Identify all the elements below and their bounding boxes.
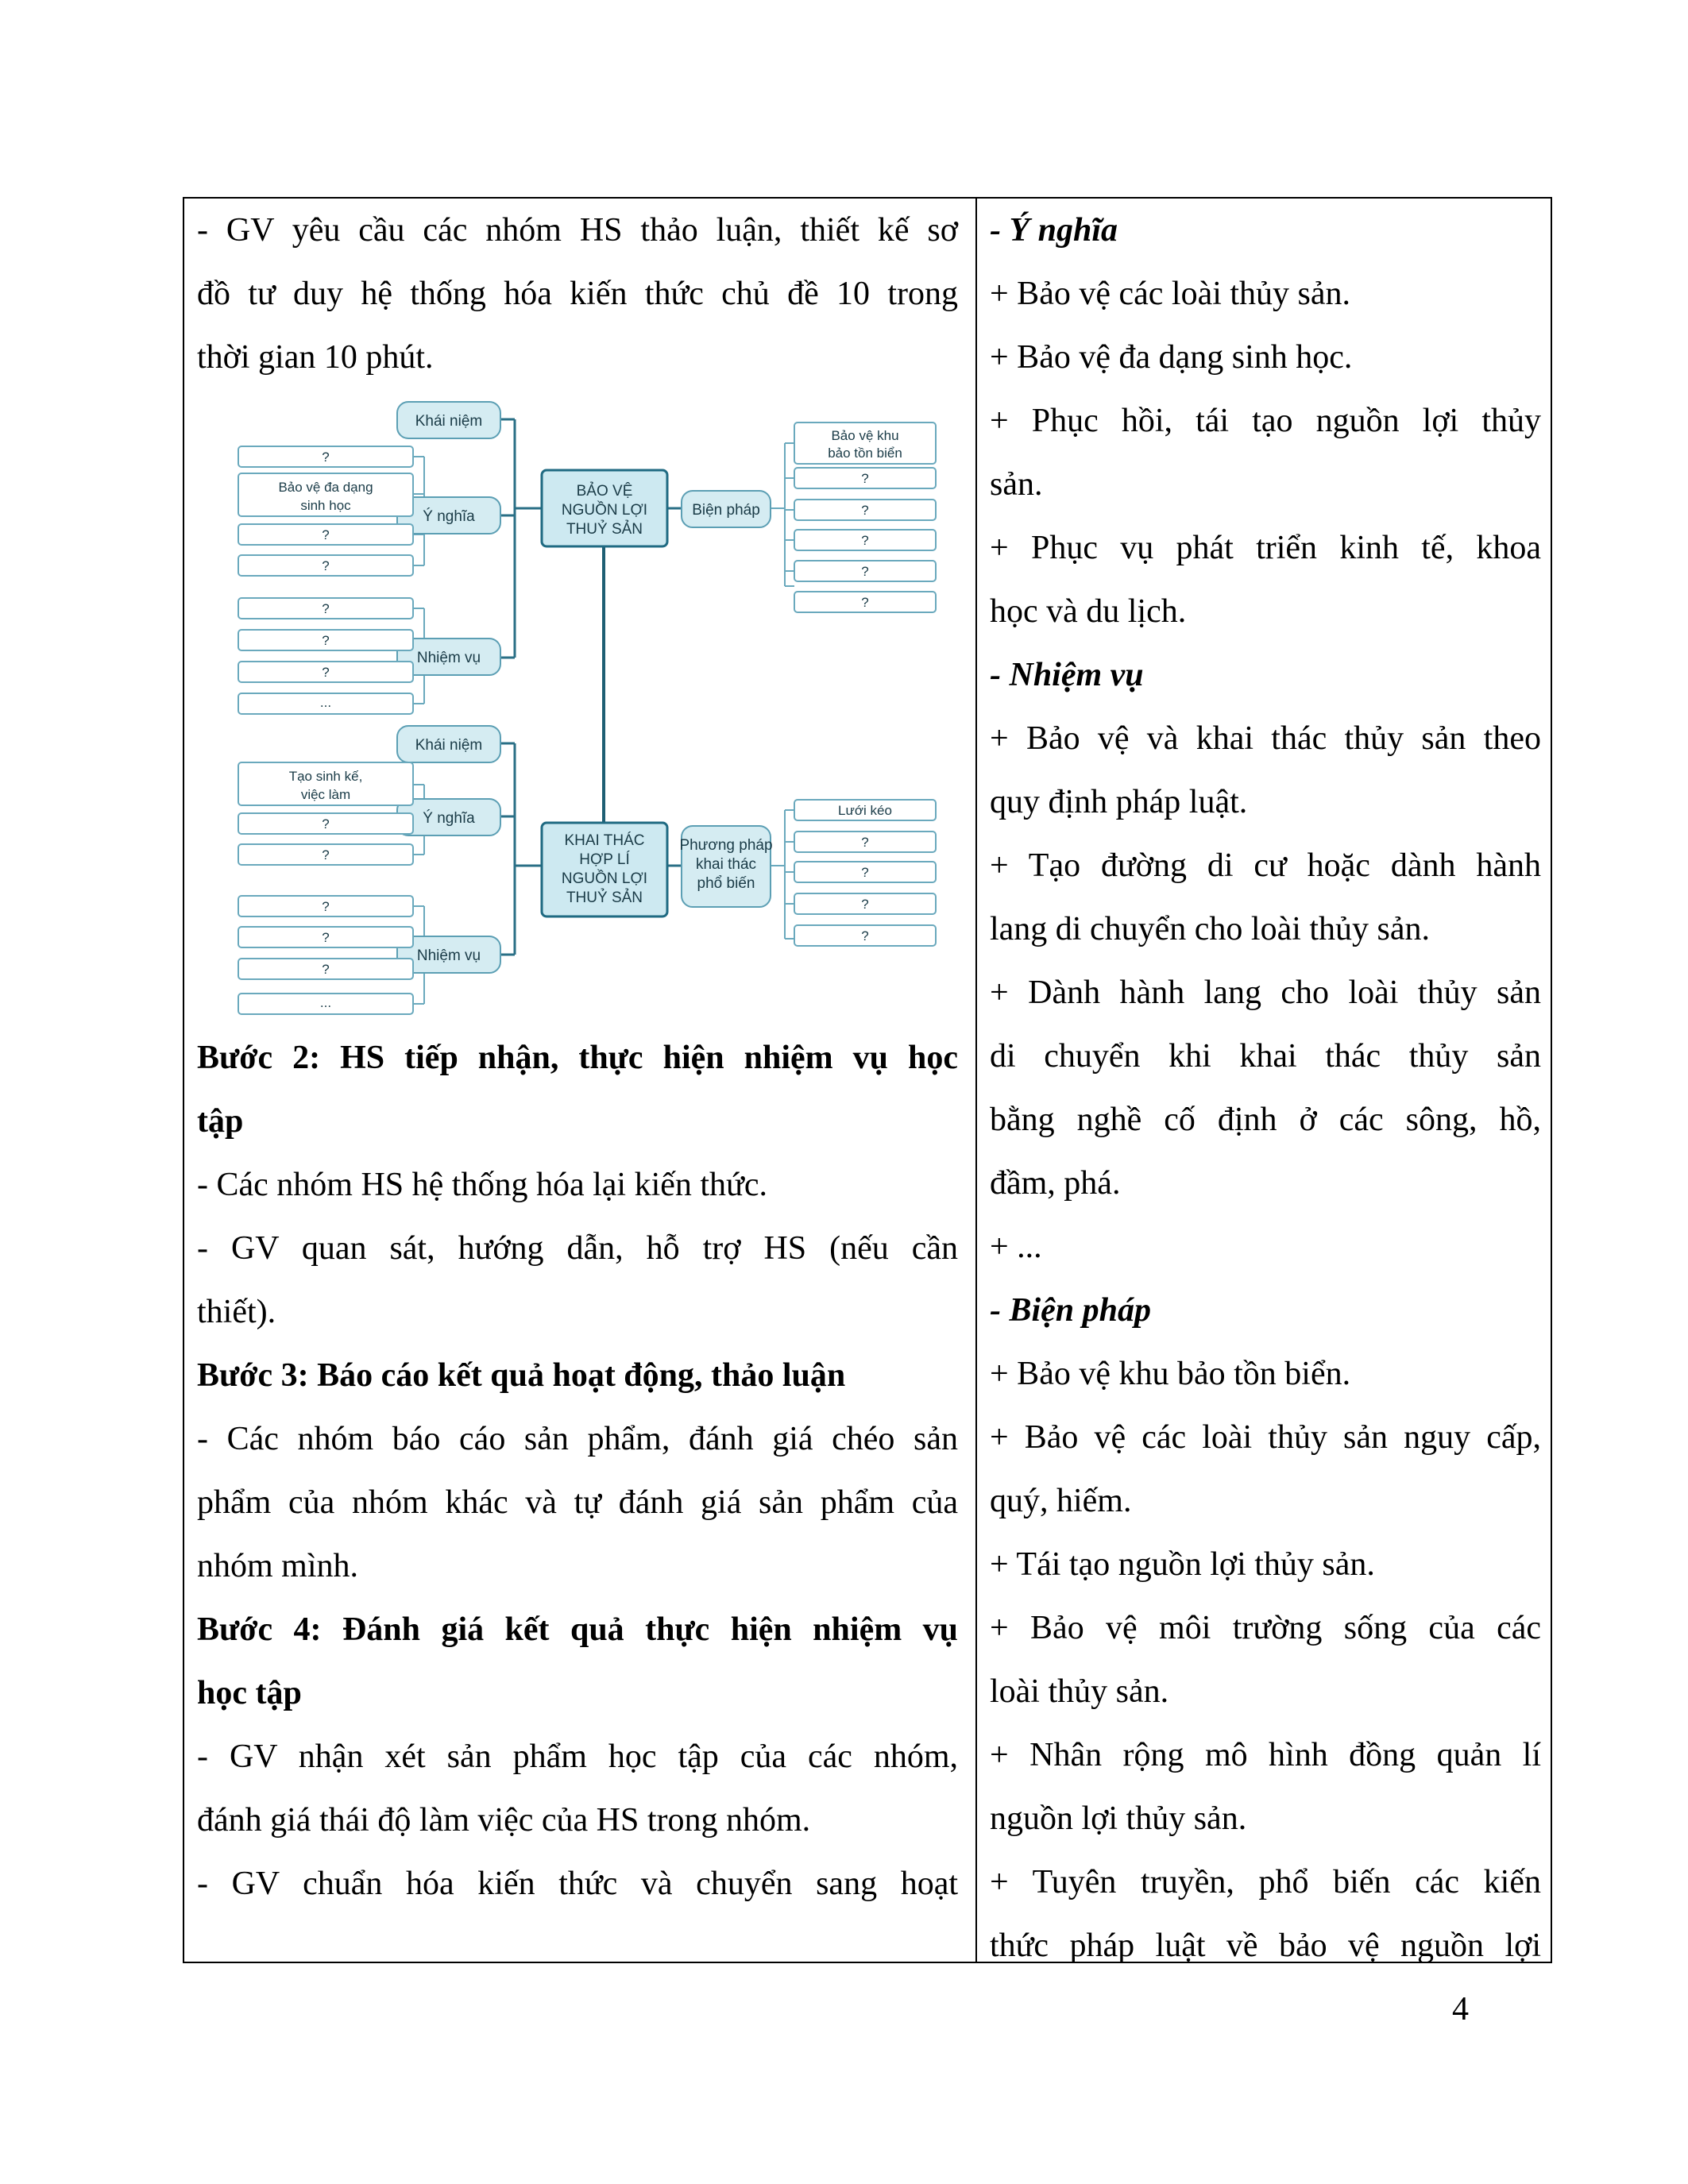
node-label: NGUỒN LỢI bbox=[561, 870, 648, 887]
leaf-label: ... bbox=[319, 695, 332, 710]
branch-label: phổ biến bbox=[697, 875, 755, 892]
text-line: quy định pháp luật. bbox=[990, 784, 1248, 820]
node-label: THUỶ SẢN bbox=[566, 889, 643, 906]
text-line: + Bảo vệ và khai thác thủy sản theo bbox=[990, 720, 1541, 757]
branch-label: Ý nghĩa bbox=[423, 810, 475, 827]
text-line: - GV yêu cầu các nhóm HS thảo luận, thiết kế sơ bbox=[197, 212, 958, 249]
step-4-heading: học tập bbox=[197, 1675, 302, 1711]
leaf-label: ? bbox=[322, 899, 330, 914]
text-line: + Nhân rộng mô hình đồng quản lí bbox=[990, 1737, 1541, 1773]
text-line: + Bảo vệ các loài thủy sản. bbox=[990, 276, 1351, 312]
section-heading: - Nhiệm vụ bbox=[990, 657, 1144, 693]
mind-map-diagram bbox=[197, 396, 958, 1032]
leaf-label: ? bbox=[861, 835, 869, 850]
leaf-label: ? bbox=[322, 816, 330, 832]
text-line: phẩm của nhóm khác và tự đánh giá sản phẩm của bbox=[197, 1484, 958, 1521]
leaf-label: ? bbox=[322, 527, 330, 542]
leaf-label: ? bbox=[861, 595, 869, 610]
text-line: - GV nhận xét sản phẩm học tập của các nhóm, bbox=[197, 1738, 958, 1775]
step-2-heading: Bước 2: HS tiếp nhận, thực hiện nhiệm vụ học bbox=[197, 1040, 958, 1076]
text-line: + Tái tạo nguồn lợi thủy sản. bbox=[990, 1546, 1375, 1583]
branch-label: Biện pháp bbox=[692, 502, 760, 519]
text-line: học và du lịch. bbox=[990, 593, 1187, 630]
text-line: sản. bbox=[990, 466, 1043, 503]
step-3-heading: Bước 3: Báo cáo kết quả hoạt động, thảo luận bbox=[197, 1357, 846, 1394]
leaf-label: ? bbox=[861, 471, 869, 486]
branch-label: Khái niệm bbox=[415, 737, 483, 754]
step-2-heading: tập bbox=[197, 1103, 244, 1140]
text-line: lang di chuyển cho loài thủy sản. bbox=[990, 911, 1431, 947]
branch-label: khai thác bbox=[695, 856, 757, 873]
step-4-heading: Bước 4: Đánh giá kết quả thực hiện nhiệm vụ bbox=[197, 1611, 958, 1648]
leaf-label: ? bbox=[322, 633, 330, 648]
central-node-protect bbox=[542, 470, 667, 546]
leaf-label: bảo tồn biển bbox=[828, 446, 902, 461]
node-label: KHAI THÁC bbox=[564, 832, 645, 849]
leaf-label: ? bbox=[322, 847, 330, 862]
section-heading: - Biện pháp bbox=[990, 1292, 1152, 1329]
node-label: HỢP LÍ bbox=[579, 851, 630, 868]
text-line: + Tạo đường di cư hoặc dành hành bbox=[990, 847, 1541, 884]
leaf-label: ? bbox=[322, 601, 330, 616]
text-line: + Phục vụ phát triển kinh tế, khoa bbox=[990, 530, 1541, 566]
text-line: + Phục hồi, tái tạo nguồn lợi thủy bbox=[990, 403, 1541, 439]
text-line: - GV chuẩn hóa kiến thức và chuyển sang hoạt bbox=[197, 1866, 958, 1902]
text-line: đầm, phá. bbox=[990, 1165, 1121, 1202]
text-line: + Dành hành lang cho loài thủy sản bbox=[990, 974, 1541, 1011]
leaf-label: Bảo vệ khu bbox=[831, 428, 899, 443]
leaf-label: Lưới kéo bbox=[838, 803, 892, 818]
leaf-label: Tạo sinh kế, bbox=[288, 769, 363, 784]
column-divider bbox=[975, 199, 977, 1962]
text-line: + Bảo vệ môi trường sống của các bbox=[990, 1610, 1541, 1646]
branch-label: Phương pháp bbox=[679, 837, 773, 854]
text-line: quý, hiếm. bbox=[990, 1483, 1132, 1519]
text-line: nguồn lợi thủy sản. bbox=[990, 1800, 1247, 1837]
text-line: thức pháp luật về bảo vệ nguồn lợi bbox=[990, 1927, 1541, 1964]
leaf-label: ? bbox=[322, 558, 330, 573]
leaf-label: ? bbox=[861, 564, 869, 579]
leaf-label: ? bbox=[861, 533, 869, 548]
text-line: đồ tư duy hệ thống hóa kiến thức chủ đề 10 trong bbox=[197, 276, 958, 312]
leaf-label: ... bbox=[319, 995, 332, 1010]
leaf-label: ? bbox=[322, 930, 330, 945]
branch-label: Khái niệm bbox=[415, 413, 483, 430]
node-label: BẢO VỆ bbox=[576, 483, 633, 500]
text-line: + Bảo vệ khu bảo tồn biển. bbox=[990, 1356, 1351, 1392]
leaf-label: ? bbox=[861, 928, 869, 943]
leaf-label: ? bbox=[861, 897, 869, 912]
leaf-label: ? bbox=[861, 865, 869, 880]
text-line: - Các nhóm báo cáo sản phẩm, đánh giá chéo sản bbox=[197, 1421, 958, 1457]
text-line: + Bảo vệ các loài thủy sản nguy cấp, bbox=[990, 1419, 1541, 1456]
leaf-label: Bảo vệ đa dạng bbox=[278, 480, 373, 495]
leaf-label: ? bbox=[861, 503, 869, 518]
node-label: NGUỒN LỢI bbox=[561, 502, 648, 519]
page-number: 4 bbox=[1452, 1991, 1469, 2028]
text-line: loài thủy sản. bbox=[990, 1673, 1169, 1710]
text-line: - Các nhóm HS hệ thống hóa lại kiến thức. bbox=[197, 1167, 767, 1203]
content-table bbox=[183, 197, 1552, 1963]
leaf-label: ? bbox=[322, 665, 330, 680]
leaf-label: ? bbox=[322, 962, 330, 977]
section-heading: - Ý nghĩa bbox=[990, 212, 1118, 249]
text-line: thời gian 10 phút. bbox=[197, 339, 434, 376]
leaf-label: việc làm bbox=[300, 787, 351, 802]
text-line: - GV quan sát, hướng dẫn, hỗ trợ HS (nếu cần bbox=[197, 1230, 958, 1267]
text-line: thiết). bbox=[197, 1294, 276, 1330]
branch-label: Nhiệm vụ bbox=[416, 650, 481, 666]
node-label: THUỶ SẢN bbox=[566, 521, 643, 538]
text-line: nhóm mình. bbox=[197, 1548, 359, 1584]
branch-label: Ý nghĩa bbox=[423, 508, 475, 525]
text-line: + Bảo vệ đa dạng sinh học. bbox=[990, 339, 1353, 376]
text-line: + ... bbox=[990, 1229, 1042, 1265]
right-column bbox=[990, 199, 1541, 1978]
text-line: + Tuyên truyền, phổ biến các kiến bbox=[990, 1864, 1541, 1900]
text-line: di chuyển khi khai thác thủy sản bbox=[990, 1038, 1541, 1075]
text-line: bằng nghề cố định ở các sông, hồ, bbox=[990, 1102, 1541, 1138]
central-node-exploit bbox=[542, 823, 667, 916]
branch-label: Nhiệm vụ bbox=[416, 947, 481, 964]
text-line: đánh giá thái độ làm việc của HS trong nhóm. bbox=[197, 1802, 811, 1839]
leaf-label: sinh học bbox=[300, 498, 351, 513]
leaf-label: ? bbox=[322, 450, 330, 465]
